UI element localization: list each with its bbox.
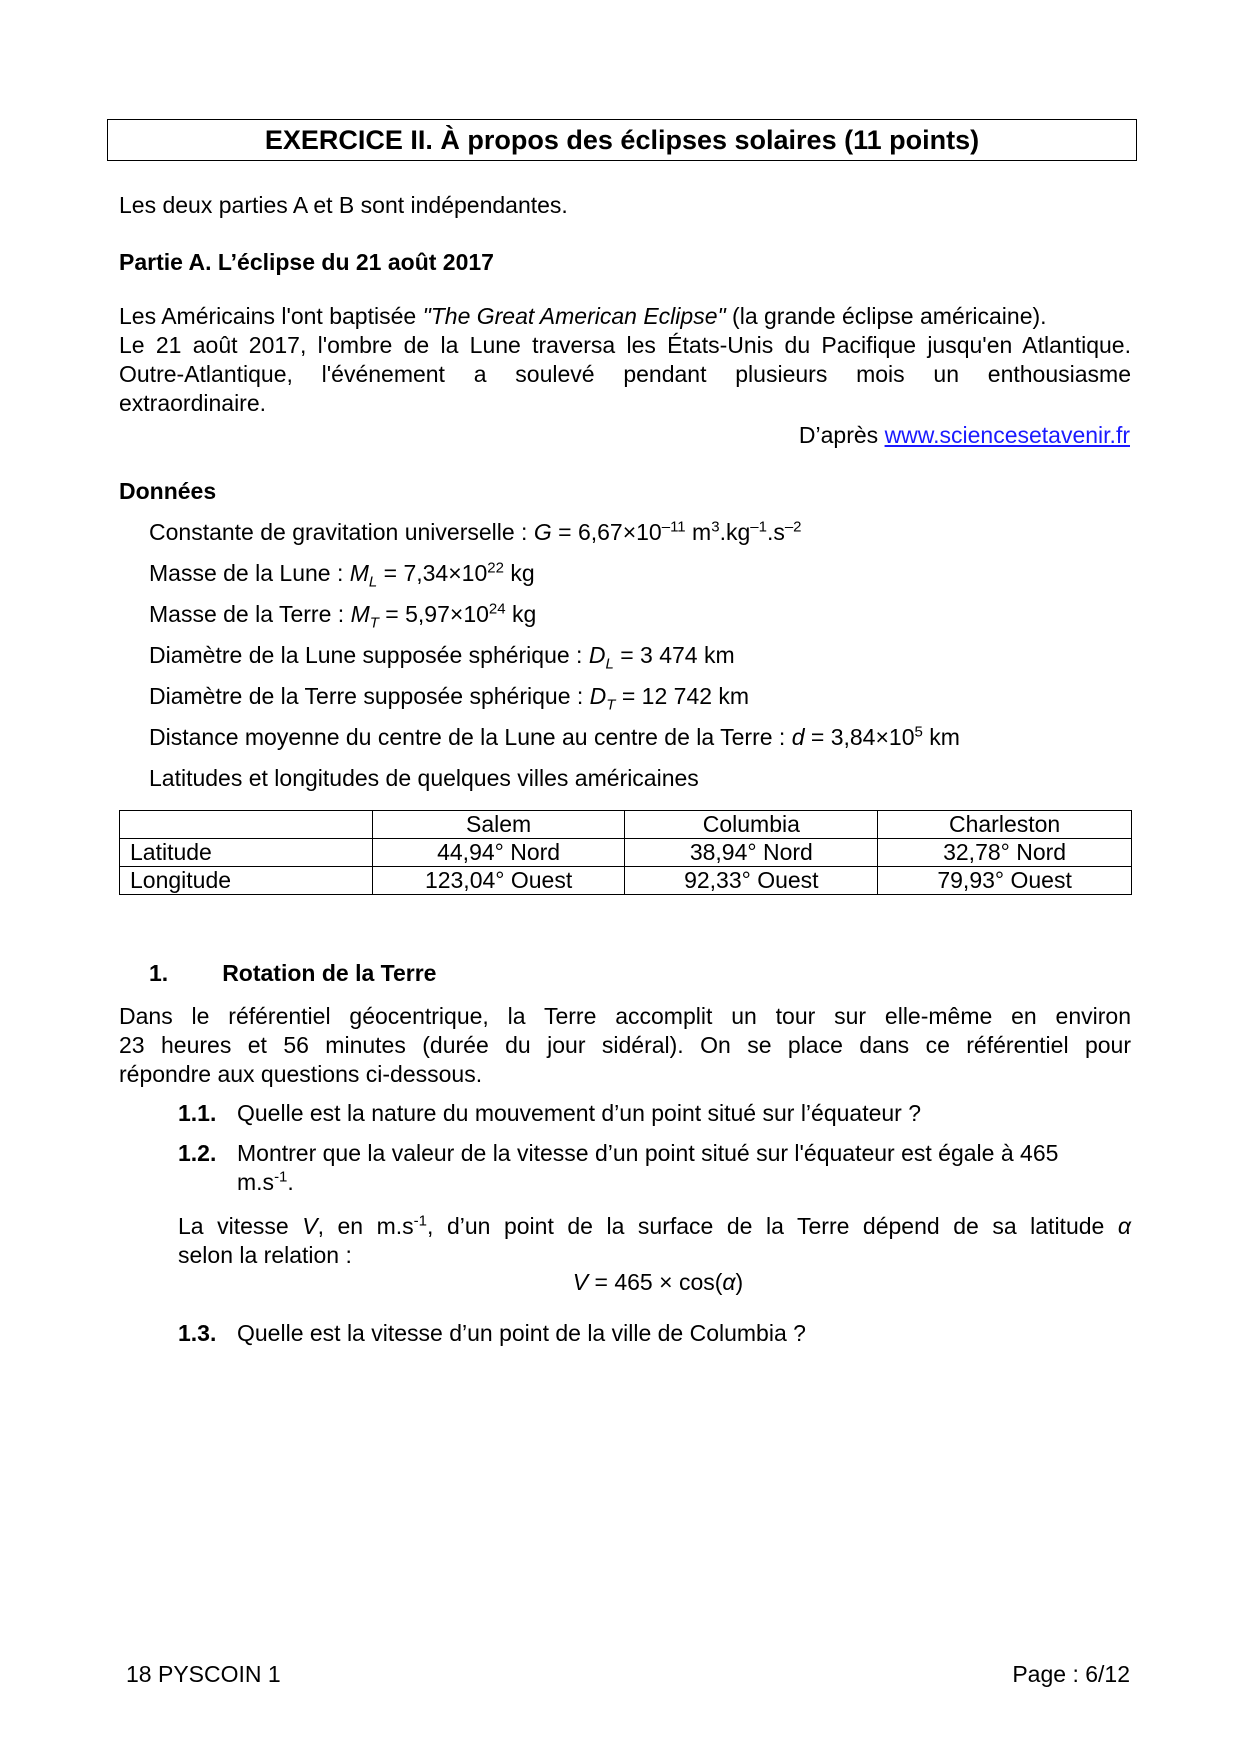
masse-lune-sub: L [368, 573, 378, 591]
intro-paragraph [119, 302, 1131, 418]
cities-table [119, 810, 1132, 895]
intro-line-4: extraordinaire. [119, 390, 267, 416]
diametre-lune-sub: L [605, 655, 614, 673]
table-row [120, 839, 1132, 867]
gravitation-unit-s: .s [766, 519, 785, 545]
section1-number: 1. [149, 960, 169, 986]
question-number: 1.2. [178, 1140, 217, 1166]
formula-end: ) [735, 1269, 744, 1295]
velocity-exp: -1 [413, 1212, 428, 1230]
table-row-label: Latitude [120, 839, 373, 867]
section1-title: Rotation de la Terre [222, 960, 437, 986]
section1-paragraph [119, 1002, 1131, 1089]
masse-lune-symbol: M [349, 560, 369, 586]
question-text-line-1: Montrer que la valeur de la vitesse d’un point situé sur l'équateur est égale à 465 [237, 1140, 1059, 1166]
distance-unit: km [922, 724, 960, 750]
donnees-heading: Données [119, 478, 217, 504]
question-number: 1.1. [178, 1100, 217, 1126]
table-header-cell: Charleston [878, 811, 1132, 839]
table-header-cell: Columbia [625, 811, 878, 839]
velocity-symbol: V [302, 1213, 318, 1239]
diametre-terre-sub: T [606, 696, 616, 714]
section1-line-2: 23 heures et 56 minutes (durée du jour sidéral). On se place dans ce référentiel pour [119, 1032, 1131, 1058]
q12-unit: m.s [237, 1169, 275, 1195]
velocity-text-b: , en m.s [317, 1213, 414, 1239]
gravitation-value: = 6,67×10 [551, 519, 662, 545]
table-cell: 92,33° Ouest [625, 867, 878, 895]
q12-unit-exp: -1 [274, 1168, 288, 1186]
data-masse-lune [149, 559, 535, 591]
question-text: Quelle est la nature du mouvement d’un point situé sur l’équateur ? [237, 1100, 922, 1126]
section1-line-3: répondre aux questions ci-dessous. [119, 1061, 483, 1087]
q12-period: . [287, 1169, 294, 1195]
part-a-heading: Partie A. L’éclipse du 21 août 2017 [119, 249, 494, 275]
velocity-formula [0, 1268, 1240, 1297]
exercise-title: EXERCICE II. À propos des éclipses solaires (11 points) [107, 119, 1137, 161]
diametre-terre-label: Diamètre de la Terre supposée sphérique : [149, 683, 590, 709]
question-text-line-2 [237, 1168, 1131, 1197]
masse-terre-exp: 24 [488, 600, 506, 618]
velocity-text-a: La vitesse [178, 1213, 303, 1239]
question-number: 1.3. [178, 1320, 217, 1346]
distance-value: = 3,84×10 [804, 724, 915, 750]
masse-terre-unit: kg [505, 601, 537, 627]
distance-exp: 5 [914, 723, 923, 741]
alpha-symbol: α [1117, 1213, 1131, 1239]
source-link[interactable]: www.sciencesetavenir.fr [884, 422, 1130, 448]
diametre-lune-value: = 3 474 km [613, 642, 735, 668]
masse-lune-value: = 7,34×10 [377, 560, 488, 586]
diametre-terre-value: = 12 742 km [615, 683, 750, 709]
formula-alpha: α [722, 1269, 736, 1295]
section1-line-1: Dans le référentiel géocentrique, la Terre accomplit un tour sur elle-même en environ [119, 1003, 1131, 1029]
intro-text-1: Les Américains l'ont baptisée [119, 303, 423, 329]
masse-terre-symbol: M [350, 601, 370, 627]
velocity-relation-text [178, 1212, 1131, 1270]
gravitation-label: Constante de gravitation universelle : [149, 519, 534, 545]
masse-terre-sub: T [369, 614, 379, 632]
masse-terre-value: = 5,97×10 [378, 601, 489, 627]
question-text: Quelle est la vitesse d’un point de la ville de Columbia ? [237, 1320, 806, 1346]
masse-lune-exp: 22 [487, 559, 504, 577]
data-diametre-lune [149, 641, 735, 673]
data-distance [149, 723, 960, 752]
intro-italic-title: "The Great American Eclipse" [422, 303, 726, 329]
table-cell: 38,94° Nord [625, 839, 878, 867]
gravitation-unit-kg: .kg [719, 519, 751, 545]
gravitation-unit-m-exp: 3 [711, 518, 720, 536]
diametre-terre-symbol: D [589, 683, 607, 709]
diametre-lune-label: Diamètre de la Lune supposée sphérique : [149, 642, 589, 668]
masse-lune-label: Masse de la Lune : [149, 560, 350, 586]
velocity-line-1 [178, 1212, 1131, 1241]
velocity-text-c: , d’un point de la surface de la Terre dépend de sa latitude [427, 1213, 1118, 1239]
question-1-1 [178, 1099, 1131, 1128]
velocity-line-2: selon la relation : [178, 1242, 352, 1268]
source-prefix: D’après [798, 422, 885, 448]
source-citation [799, 421, 1130, 450]
masse-lune-unit: kg [503, 560, 535, 586]
table-header-cell: Salem [372, 811, 625, 839]
question-1-3 [178, 1319, 1131, 1348]
gravitation-symbol: G [533, 519, 552, 545]
formula-v: V [572, 1269, 589, 1295]
table-cell: 44,94° Nord [372, 839, 625, 867]
section1-heading [149, 959, 1161, 988]
intro-text-2: (la grande éclipse américaine). [725, 303, 1047, 329]
footer-code: 18 PYSCOIN 1 [126, 1661, 281, 1687]
distance-label: Distance moyenne du centre de la Lune au centre de la Terre : [149, 724, 792, 750]
gravitation-unit-m: m [685, 519, 712, 545]
question-1-2 [178, 1139, 1131, 1197]
table-cell: 123,04° Ouest [372, 867, 625, 895]
table-row-label: Longitude [120, 867, 373, 895]
table-row [120, 867, 1132, 895]
data-gravitation [149, 518, 802, 547]
gravitation-unit-s-exp: –2 [784, 518, 802, 536]
gravitation-exp: –11 [661, 518, 686, 536]
table-cell: 79,93° Ouest [878, 867, 1132, 895]
data-masse-terre [149, 600, 537, 632]
diametre-lune-symbol: D [588, 642, 606, 668]
footer-page-number: Page : 6/12 [1012, 1661, 1130, 1687]
formula-mid: = 465 × cos( [588, 1269, 723, 1295]
table-intro: Latitudes et longitudes de quelques villes américaines [149, 765, 699, 791]
intro-line-2: Le 21 août 2017, l'ombre de la Lune traversa les États-Unis du Pacifique jusqu'en Atlantique. [119, 332, 1131, 358]
table-cell: 32,78° Nord [878, 839, 1132, 867]
intro-independent: Les deux parties A et B sont indépendantes. [119, 192, 568, 218]
masse-terre-label: Masse de la Terre : [149, 601, 351, 627]
gravitation-unit-kg-exp: –1 [750, 518, 767, 536]
table-header-cell [120, 811, 373, 839]
intro-line-3: Outre-Atlantique, l'événement a soulevé pendant plusieurs mois un enthousiasme [119, 361, 1131, 387]
table-header-row [120, 811, 1132, 839]
distance-symbol: d [791, 724, 805, 750]
data-diametre-terre [149, 682, 750, 714]
